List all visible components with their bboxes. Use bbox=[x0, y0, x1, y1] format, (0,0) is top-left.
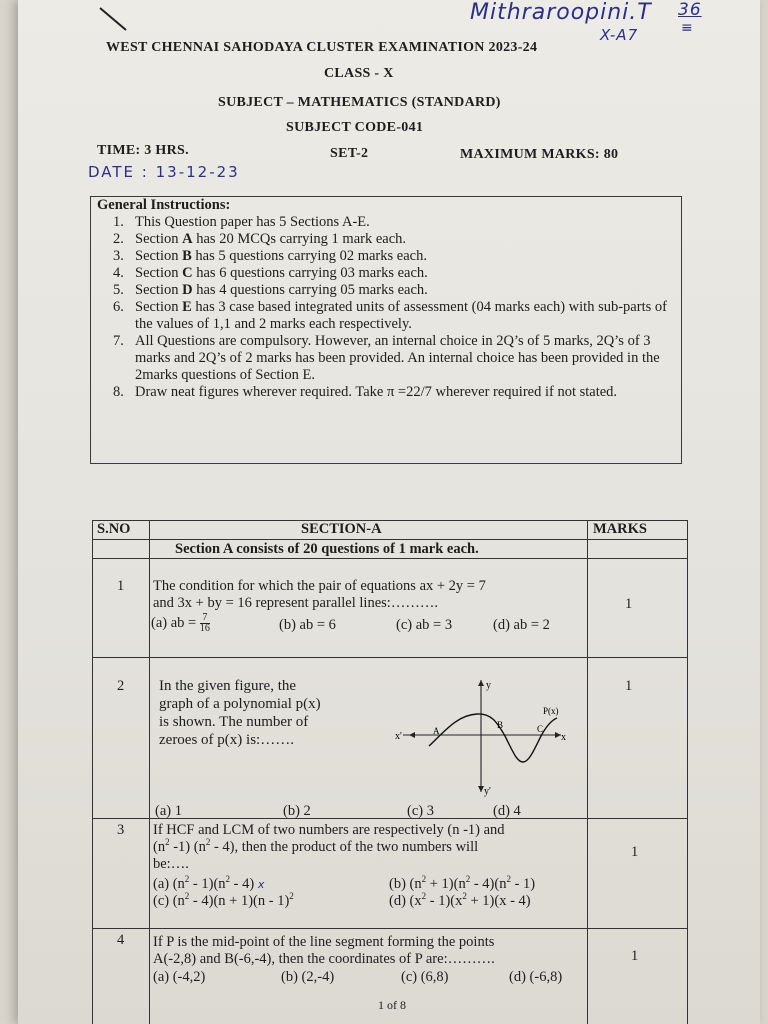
q3-marks: 1 bbox=[631, 844, 639, 860]
y-label: y bbox=[486, 680, 491, 691]
table-rule bbox=[93, 657, 687, 658]
instruction-item bbox=[113, 299, 673, 333]
q1-fraction: $\frac{7}{16}$ bbox=[199, 612, 210, 634]
q2-option-b: (b) 2 bbox=[283, 803, 311, 819]
q3-option-b: (b) $(n^2 + 1)(n^2 - 4)(n^2 - 1)$ bbox=[389, 874, 536, 892]
q4-stem bbox=[153, 934, 583, 968]
q3-options-row bbox=[153, 893, 583, 910]
instruction-item bbox=[113, 333, 673, 384]
instruction-number: 1. bbox=[113, 214, 124, 230]
instruction-text: Section B has 5 questions carrying 02 marks each. bbox=[135, 248, 427, 264]
q4-option-a: (a) (-4,2) bbox=[153, 969, 206, 985]
subject-line: SUBJECT – MATHEMATICS (STANDARD) bbox=[218, 95, 501, 110]
table-rule bbox=[93, 928, 687, 929]
instruction-number: 2. bbox=[113, 231, 124, 247]
q3-option-a: (a) $(n^2 - 1)(n^2 - 4)$ x bbox=[153, 874, 266, 892]
instruction-item bbox=[113, 231, 673, 248]
instruction-number: 4. bbox=[113, 265, 124, 281]
date-value: 13-12-23 bbox=[155, 163, 240, 181]
subject-code: SUBJECT CODE-041 bbox=[286, 120, 424, 135]
q1-option-b: (b) ab = 6 bbox=[279, 617, 336, 633]
q2-marks: 1 bbox=[625, 678, 633, 694]
q3-options-row bbox=[153, 876, 583, 893]
table-rule bbox=[587, 520, 588, 1024]
q3-stem-line: ($n^2$ -1) $(n^2 - 4)$, then the product of the two numbers will bbox=[153, 837, 479, 855]
instruction-number: 5. bbox=[113, 282, 124, 298]
instruction-item bbox=[113, 282, 673, 299]
instruction-number: 3. bbox=[113, 248, 124, 264]
instructions-title: General Instructions: bbox=[97, 197, 231, 213]
exam-paper-page bbox=[18, 0, 760, 1024]
q3-option-c: (c) $(n^2 - 4)(n + 1)(n - 1)^2$ bbox=[153, 891, 294, 909]
instruction-item bbox=[113, 248, 673, 265]
instruction-text: Section D has 4 questions carrying 05 marks each. bbox=[135, 282, 428, 298]
col-header-section: SECTION-A bbox=[301, 521, 382, 537]
table-rule bbox=[93, 539, 687, 540]
q1-options bbox=[151, 613, 571, 634]
x-prime-label: x' bbox=[395, 731, 402, 742]
section-a-table bbox=[92, 520, 688, 1024]
q3-stem bbox=[153, 822, 583, 873]
point-a-label: A bbox=[433, 726, 440, 736]
polynomial-graph-figure bbox=[389, 670, 569, 800]
point-c-label: C bbox=[537, 724, 544, 734]
px-label: P(x) bbox=[543, 706, 559, 716]
x-label: x bbox=[561, 732, 566, 743]
date-label: DATE : bbox=[88, 163, 149, 181]
handwritten-class-section: X-A7 bbox=[600, 26, 639, 44]
instruction-number: 8. bbox=[113, 384, 124, 400]
instruction-text: Section E has 3 case based integrated units of assessment (04 marks each) with sub-parts of the values of 1,1 and 2 marks each respectively. bbox=[135, 299, 667, 332]
q4-option-d: (d) (-6,8) bbox=[509, 969, 563, 985]
q3-number: 3 bbox=[117, 822, 125, 838]
q2-option-c: (c) 3 bbox=[407, 803, 434, 819]
page-number: 1 of 8 bbox=[378, 998, 406, 1012]
q2-stem-line: In the given figure, the bbox=[159, 678, 297, 694]
point-b-label: B bbox=[497, 720, 504, 730]
instruction-text: All Questions are compulsory. However, an internal choice in 2Q’s of 5 marks, 2Q’s of 3 marks and 2Q’s of 2 marks has been provided. An internal choice has been provided in the 2marks questions of Section E. bbox=[135, 333, 660, 383]
instruction-number: 6. bbox=[113, 299, 124, 315]
table-rule bbox=[149, 520, 150, 1024]
time-label: TIME: 3 HRS. bbox=[97, 143, 189, 158]
q4-stem-line: A(-2,8) and B(-6,-4), then the coordinates of P are:………. bbox=[153, 951, 495, 967]
general-instructions-box bbox=[90, 196, 682, 464]
q4-marks: 1 bbox=[631, 948, 639, 964]
col-header-sno: S.NO bbox=[97, 521, 131, 537]
q3-stem-line: If HCF and LCM of two numbers are respectively (n -1) and bbox=[153, 822, 505, 838]
instruction-item bbox=[113, 384, 673, 401]
class-line: CLASS - X bbox=[324, 66, 394, 81]
q4-stem-line: If P is the mid-point of the line segment forming the points bbox=[153, 934, 495, 950]
q4-number: 4 bbox=[117, 932, 125, 948]
table-rule bbox=[93, 558, 687, 559]
q1-option-a: (a) ab = $\frac{7}{16}$ bbox=[151, 612, 210, 634]
q1-stem bbox=[153, 578, 486, 612]
q1-stem-line: The condition for which the pair of equations ax + 2y = 7 bbox=[153, 578, 486, 594]
instructions-list bbox=[113, 214, 673, 401]
col-header-marks: MARKS bbox=[593, 521, 647, 537]
q4-options bbox=[153, 969, 583, 986]
set-label: SET-2 bbox=[330, 146, 369, 161]
tick-mark bbox=[96, 4, 130, 34]
q2-options bbox=[155, 803, 585, 820]
handwritten-score-underline: ≡ bbox=[681, 20, 694, 36]
q2-stem-line: graph of a polynomial p(x) bbox=[159, 696, 321, 712]
q1-option-d: (d) ab = 2 bbox=[493, 617, 550, 633]
q4-option-b: (b) (2,-4) bbox=[281, 969, 335, 985]
instruction-text: Draw neat figures wherever required. Take π =22/7 wherever required if not stated. bbox=[135, 384, 618, 400]
max-marks-label: MAXIMUM MARKS: 80 bbox=[460, 147, 619, 162]
q4-option-c: (c) (6,8) bbox=[401, 969, 449, 985]
q1-marks: 1 bbox=[625, 596, 633, 612]
handwritten-name: Mithraroopini.T bbox=[470, 0, 652, 25]
q2-option-a: (a) 1 bbox=[155, 803, 182, 819]
q1-stem-line: and 3x + by = 16 represent parallel lines:………. bbox=[153, 595, 438, 611]
instruction-text: This Question paper has 5 Sections A-E. bbox=[135, 214, 370, 230]
instruction-item bbox=[113, 214, 673, 231]
instruction-number: 7. bbox=[113, 333, 124, 349]
polynomial-curve bbox=[429, 714, 557, 762]
q3-stem-line: be:…. bbox=[153, 856, 189, 872]
section-subheading: Section A consists of 20 questions of 1 mark each. bbox=[175, 541, 479, 557]
instruction-text: Section C has 6 questions carrying 03 marks each. bbox=[135, 265, 428, 281]
q2-stem bbox=[159, 677, 321, 749]
q3-options bbox=[153, 876, 583, 910]
q2-stem-line: zeroes of p(x) is:……. bbox=[159, 732, 294, 748]
q2-number: 2 bbox=[117, 678, 125, 694]
q2-stem-line: is shown. The number of bbox=[159, 714, 309, 730]
instruction-text: Section A has 20 MCQs carrying 1 mark each. bbox=[135, 231, 407, 247]
handwritten-score: 36 bbox=[678, 0, 702, 20]
handwritten-date bbox=[88, 163, 240, 181]
q2-option-d: (d) 4 bbox=[493, 803, 521, 819]
q3-option-d: (d) $(x^2 - 1)(x^2 + 1)(x - 4)$ bbox=[389, 891, 531, 909]
q1-option-c: (c) ab = 3 bbox=[396, 617, 453, 633]
instruction-item bbox=[113, 265, 673, 282]
q1-number: 1 bbox=[117, 578, 125, 594]
y-prime-label: y' bbox=[484, 786, 491, 797]
exam-title: WEST CHENNAI SAHODAYA CLUSTER EXAMINATION 2023-24 bbox=[106, 40, 538, 55]
